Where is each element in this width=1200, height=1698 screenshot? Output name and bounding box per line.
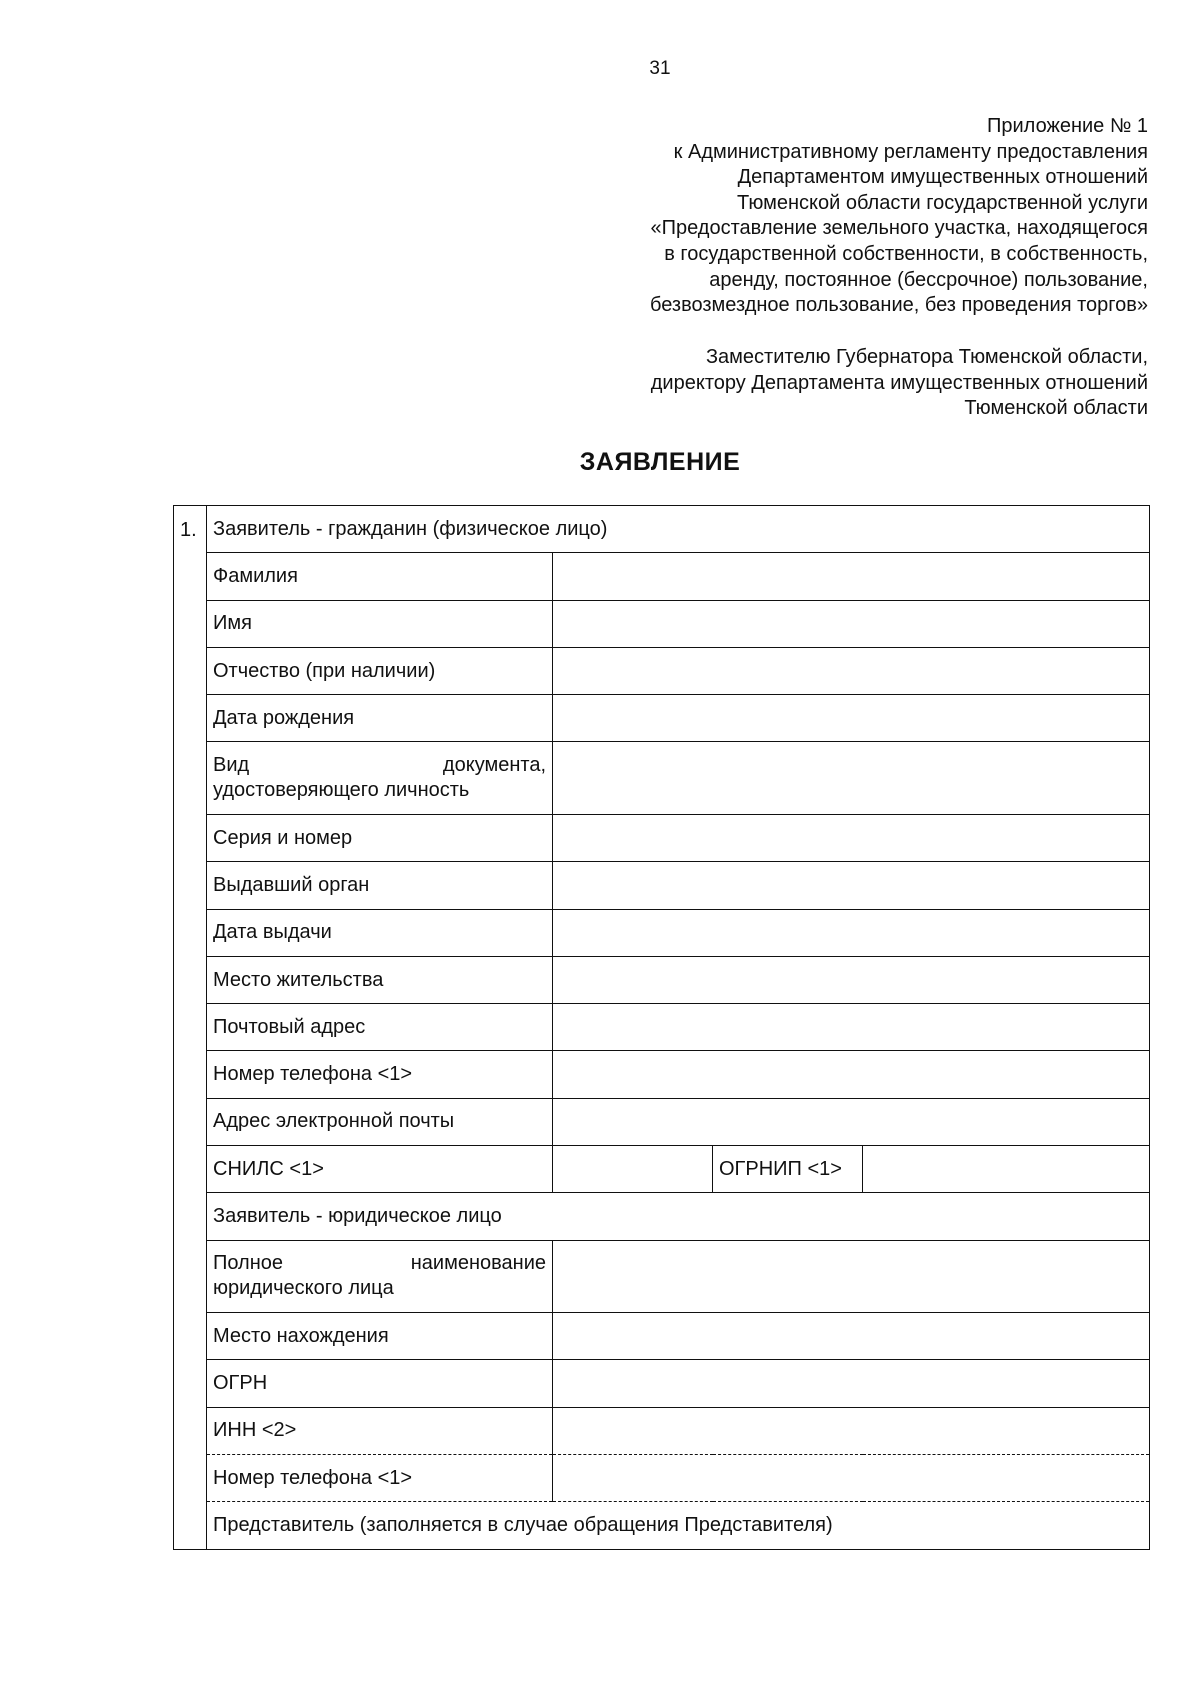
issue-date-field[interactable] bbox=[553, 909, 1150, 956]
appendix-line: аренду, постоянное (бессрочное) пользование, bbox=[709, 268, 1148, 291]
id-document-word: Вид bbox=[213, 754, 250, 777]
id-document-label bbox=[207, 742, 553, 815]
id-document-field[interactable] bbox=[553, 742, 1150, 815]
snils-label: СНИЛС <1> bbox=[207, 1146, 553, 1193]
appendix-line: Приложение № 1 bbox=[987, 115, 1148, 137]
id-document-word: документа, bbox=[442, 754, 546, 777]
ogrnip-field[interactable] bbox=[863, 1146, 1150, 1193]
ogrnip-label: ОГРНИП <1> bbox=[713, 1146, 863, 1193]
surname-label: Фамилия bbox=[207, 553, 553, 600]
email-label: Адрес электронной почты bbox=[207, 1098, 553, 1145]
patronymic-label: Отчество (при наличии) bbox=[207, 647, 553, 694]
inn-field[interactable] bbox=[553, 1407, 1150, 1454]
legal-full-name-line: юридического лица bbox=[213, 1277, 394, 1300]
birth-date-field[interactable] bbox=[553, 695, 1150, 742]
document-title: ЗАЯВЛЕНИЕ bbox=[579, 448, 741, 476]
appendix-block bbox=[448, 114, 1148, 319]
postal-address-field[interactable] bbox=[553, 1004, 1150, 1051]
legal-full-name-label bbox=[207, 1240, 553, 1313]
legal-full-name-word: Полное bbox=[213, 1252, 284, 1275]
first-name-field[interactable] bbox=[553, 600, 1150, 647]
legal-phone-field[interactable] bbox=[553, 1455, 1150, 1502]
series-number-label: Серия и номер bbox=[207, 814, 553, 861]
addressee-line: Тюменской области bbox=[964, 397, 1148, 420]
location-label: Место нахождения bbox=[207, 1313, 553, 1360]
email-field[interactable] bbox=[553, 1098, 1150, 1145]
appendix-line: в государственной собственности, в собственность, bbox=[664, 242, 1148, 265]
id-document-line: удостоверяющего личность bbox=[213, 779, 470, 802]
addressee-block bbox=[448, 345, 1148, 422]
series-number-field[interactable] bbox=[553, 814, 1150, 861]
issuer-field[interactable] bbox=[553, 862, 1150, 909]
representative-header: Представитель (заполняется в случае обращения Представителя) bbox=[207, 1502, 1150, 1549]
addressee-line: директору Департамента имущественных отношений bbox=[650, 371, 1148, 394]
first-name-label: Имя bbox=[207, 600, 553, 647]
ogrn-label: ОГРН bbox=[207, 1360, 553, 1407]
section-number: 1. bbox=[174, 506, 207, 1550]
addressee-line: Заместителю Губернатора Тюменской области, bbox=[705, 346, 1148, 368]
residence-label: Место жительства bbox=[207, 956, 553, 1003]
location-field[interactable] bbox=[553, 1313, 1150, 1360]
legal-entity-header: Заявитель - юридическое лицо bbox=[207, 1193, 1150, 1240]
patronymic-field[interactable] bbox=[553, 647, 1150, 694]
phone-field[interactable] bbox=[553, 1051, 1150, 1098]
legal-full-name-word: наименование bbox=[410, 1252, 546, 1275]
postal-address-label: Почтовый адрес bbox=[207, 1004, 553, 1051]
snils-field[interactable] bbox=[553, 1146, 713, 1193]
phone-label: Номер телефона <1> bbox=[207, 1051, 553, 1098]
residence-field[interactable] bbox=[553, 956, 1150, 1003]
appendix-line: безвозмездное пользование, без проведения торгов» bbox=[650, 294, 1148, 317]
appendix-line: к Административному регламенту предоставления bbox=[673, 140, 1148, 163]
appendix-line: Тюменской области государственной услуги bbox=[737, 191, 1148, 214]
issue-date-label: Дата выдачи bbox=[207, 909, 553, 956]
page-number: 31 bbox=[649, 58, 671, 79]
appendix-line: «Предоставление земельного участка, находящегося bbox=[650, 217, 1148, 240]
legal-full-name-field[interactable] bbox=[553, 1240, 1150, 1313]
issuer-label: Выдавший орган bbox=[207, 862, 553, 909]
individual-applicant-header: Заявитель - гражданин (физическое лицо) bbox=[207, 506, 1150, 553]
inn-label: ИНН <2> bbox=[207, 1407, 553, 1454]
ogrn-field[interactable] bbox=[553, 1360, 1150, 1407]
birth-date-label: Дата рождения bbox=[207, 695, 553, 742]
surname-field[interactable] bbox=[553, 553, 1150, 600]
application-form-table bbox=[173, 505, 1150, 1550]
legal-phone-label: Номер телефона <1> bbox=[207, 1455, 553, 1502]
appendix-line: Департаментом имущественных отношений bbox=[737, 166, 1148, 189]
